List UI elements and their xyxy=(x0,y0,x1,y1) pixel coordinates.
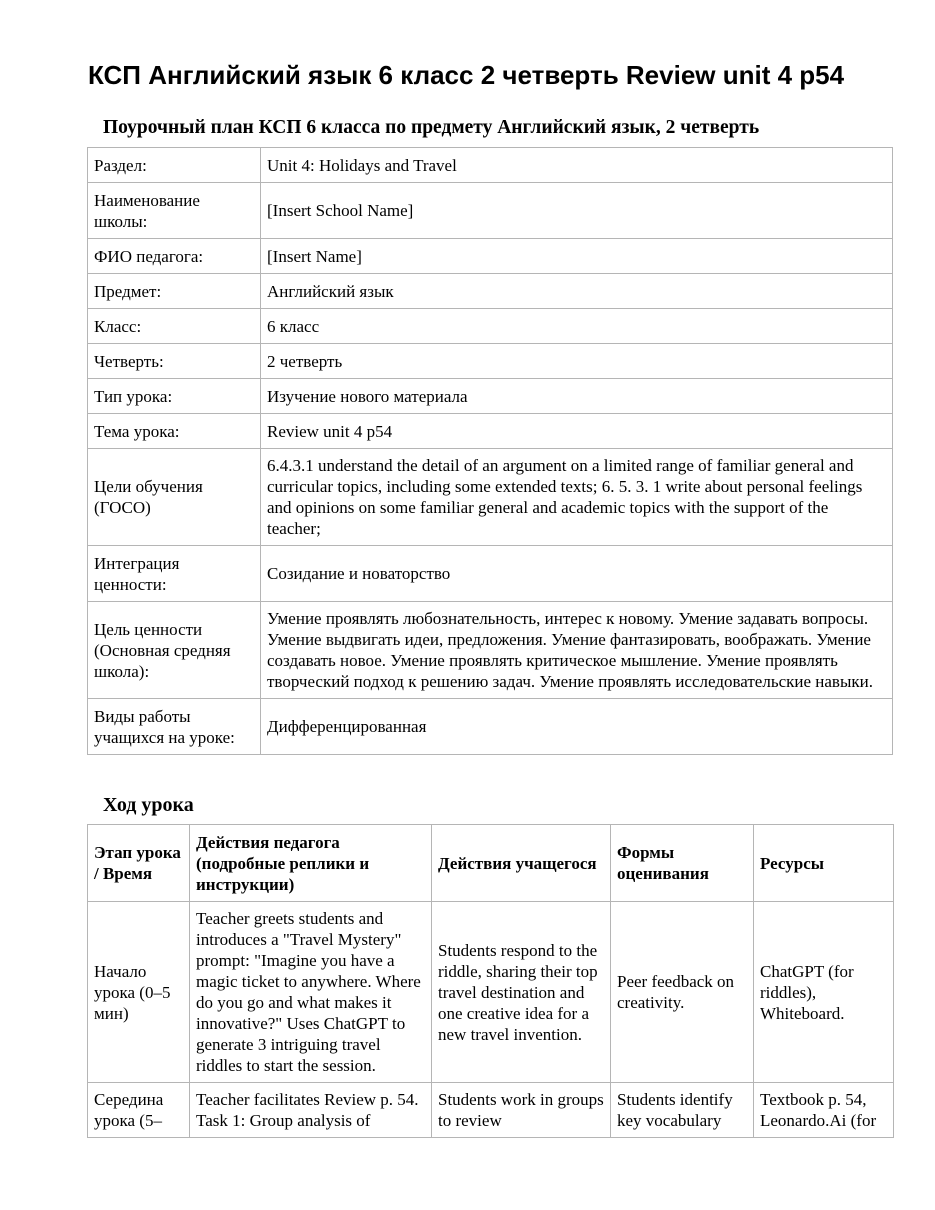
info-label: Интеграция ценности: xyxy=(88,546,261,602)
info-label: Цели обучения (ГОСО) xyxy=(88,449,261,546)
info-value: [Insert School Name] xyxy=(261,183,893,239)
assessment-cell: Students identify key vocabulary xyxy=(611,1083,754,1138)
stage-cell: Начало урока (0–5 мин) xyxy=(88,902,190,1083)
info-label: Тема урока: xyxy=(88,414,261,449)
info-value: 6 класс xyxy=(261,309,893,344)
column-header-teacher-actions: Действия педагога (подробные реплики и инструкции) xyxy=(190,825,432,902)
info-value: Созидание и новаторство xyxy=(261,546,893,602)
page-title: КСП Английский язык 6 класс 2 четверть Review unit 4 p54 xyxy=(88,60,845,90)
resources-cell: Textbook p. 54, Leonardo.Ai (for xyxy=(754,1083,894,1138)
info-value: Unit 4: Holidays and Travel xyxy=(261,148,893,183)
student-actions-cell: Students respond to the riddle, sharing their top travel destination and one creative idea for a new travel invention. xyxy=(432,902,611,1083)
info-label: Четверть: xyxy=(88,344,261,379)
stage-cell: Середина урока (5– xyxy=(88,1083,190,1138)
info-label: ФИО педагога: xyxy=(88,239,261,274)
info-label: Тип урока: xyxy=(88,379,261,414)
info-label: Предмет: xyxy=(88,274,261,309)
assessment-cell: Peer feedback on creativity. xyxy=(611,902,754,1083)
teacher-actions-cell: Teacher greets students and introduces a "Travel Mystery" prompt: "Imagine you have a magic ticket to anywhere. Where do you go and what makes it innovative?" Uses ChatGPT to generate 3 intriguing travel riddles to start the session. xyxy=(190,902,432,1083)
column-header-assessment: Формы оценивания xyxy=(611,825,754,902)
info-label: Класс: xyxy=(88,309,261,344)
column-header-stage: Этап урока / Время xyxy=(88,825,190,902)
info-label: Наименование школы: xyxy=(88,183,261,239)
resources-cell: ChatGPT (for riddles), Whiteboard. xyxy=(754,902,894,1083)
info-value: Изучение нового материала xyxy=(261,379,893,414)
info-value: 6.4.3.1 understand the detail of an argument on a limited range of familiar general and curricular topics, including some extended texts; 6. 5. 3. 1 write about personal feelings and opinions on some familiar general and academic topics with the support of the teacher; xyxy=(261,449,893,546)
info-value: Дифференцированная xyxy=(261,699,893,755)
info-value: Английский язык xyxy=(261,274,893,309)
column-header-student-actions: Действия учащегося xyxy=(432,825,611,902)
info-label: Виды работы учащихся на уроке: xyxy=(88,699,261,755)
info-label: Цель ценности (Основная средняя школа): xyxy=(88,602,261,699)
teacher-actions-cell: Teacher facilitates Review p. 54. Task 1: Group analysis of xyxy=(190,1083,432,1138)
info-value: 2 четверть xyxy=(261,344,893,379)
table-row xyxy=(88,1083,894,1138)
info-value: Умение проявлять любознательность, интерес к новому. Умение задавать вопросы. Умение выдвигать идеи, предложения. Умение фантазировать, воображать. Умение создавать новое. Умение проявлять критическое мышление. Умение проявлять творческий подход к решению задач. Умение проявлять исследовательские навыки. xyxy=(261,602,893,699)
info-value: [Insert Name] xyxy=(261,239,893,274)
table-header-row xyxy=(88,825,894,902)
lesson-plan-subtitle: Поурочный план КСП 6 класса по предмету Английский язык, 2 четверть xyxy=(103,117,760,138)
info-value: Review unit 4 p54 xyxy=(261,414,893,449)
lesson-progress-table xyxy=(87,824,894,1138)
column-header-resources: Ресурсы xyxy=(754,825,894,902)
table-row xyxy=(88,902,894,1083)
lesson-progress-heading: Ход урока xyxy=(103,794,194,816)
student-actions-cell: Students work in groups to review xyxy=(432,1083,611,1138)
info-label: Раздел: xyxy=(88,148,261,183)
